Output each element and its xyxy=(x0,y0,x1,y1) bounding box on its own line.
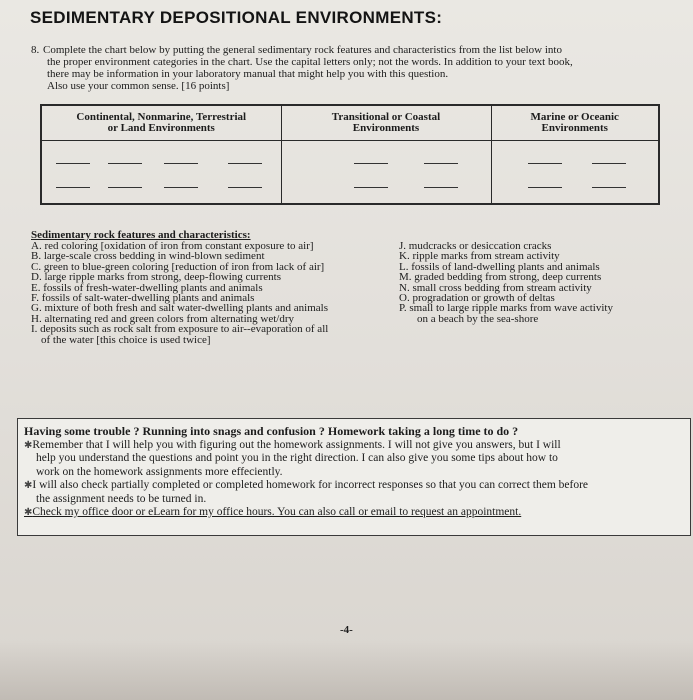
answer-blank[interactable] xyxy=(108,187,142,188)
feature-item: N. small cross bedding from stream activity xyxy=(399,281,592,294)
note-line: Remember that I will help you with figuring out the homework assignments. I will not give you answers, but I will xyxy=(32,438,561,451)
note-heading: Having some trouble ? Running into snags and confusion ? Homework taking a long time to do ? xyxy=(24,424,519,438)
answer-blank[interactable] xyxy=(592,163,626,164)
answer-blank[interactable] xyxy=(424,163,458,164)
header-line: Environments xyxy=(541,122,608,134)
feature-item: C. green to blue-green coloring [reduction of iron from lack of air] xyxy=(31,260,325,273)
photo-shadow xyxy=(0,640,693,700)
answer-blank[interactable] xyxy=(108,163,142,164)
header-line: Transitional or Coastal xyxy=(331,111,441,123)
feature-item: O. progradation or growth of deltas xyxy=(399,291,555,304)
feature-item: E. fossils of fresh-water-dwelling plants and animals xyxy=(31,281,263,294)
header-continental xyxy=(41,105,281,141)
feature-item: of the water [this choice is used twice] xyxy=(41,333,211,346)
features-list xyxy=(31,229,671,346)
feature-item: D. large ripple marks from strong, deep-flowing currents xyxy=(31,271,281,284)
asterisk-bullet-icon: ✱ xyxy=(24,480,33,491)
answer-blank[interactable] xyxy=(228,187,262,188)
header-line: Marine or Oceanic xyxy=(530,111,619,123)
note-line: Check my office door or eLearn for my office hours. You can also call or email to request an appointment. xyxy=(32,506,522,518)
asterisk-bullet-icon: ✱ xyxy=(24,439,33,451)
answer-cell-continental[interactable] xyxy=(41,141,281,205)
question-line: the proper environment categories in the chart. Use the capital letters only; not the words. In addition to your text book, xyxy=(47,56,573,68)
feature-item: B. large-scale cross bedding in wind-blown sediment xyxy=(31,250,265,263)
feature-item: K. ripple marks from stream activity xyxy=(399,250,560,263)
header-transitional xyxy=(281,105,491,141)
header-marine xyxy=(491,105,659,141)
answer-blank[interactable] xyxy=(354,187,388,188)
features-heading: Sedimentary rock features and characteristics: xyxy=(31,229,251,241)
question-8 xyxy=(31,44,661,92)
note-line: work on the homework assignments more effeciently. xyxy=(36,465,283,478)
feature-item: P. small to large ripple marks from wave activity xyxy=(399,302,613,315)
question-line: Also use your common sense. [16 points] xyxy=(47,80,230,92)
answer-blank[interactable] xyxy=(528,163,562,164)
page-number: -4- xyxy=(340,624,353,636)
question-line: there may be information in your laboratory manual that might help you with this question. xyxy=(47,68,449,80)
note-line: the assignment needs to be turned in. xyxy=(36,492,207,505)
answer-cell-transitional[interactable] xyxy=(281,141,491,205)
answer-blank[interactable] xyxy=(424,187,458,188)
feature-item: G. mixture of both fresh and salt water-dwelling plants and animals xyxy=(31,302,329,315)
asterisk-bullet-icon: ✱ xyxy=(24,507,33,518)
note-line: I will also check partially completed or completed homework for incorrect responses so that you can correct them before xyxy=(32,479,589,491)
answer-blank[interactable] xyxy=(228,163,262,164)
page-title: SEDIMENTARY DEPOSITIONAL ENVIRONMENTS: xyxy=(30,8,443,27)
feature-item: J. mudcracks or desiccation cracks xyxy=(399,240,552,252)
answer-blank[interactable] xyxy=(56,163,90,164)
header-line: Environments xyxy=(352,122,420,134)
feature-item: A. red coloring [oxidation of iron from constant exposure to air] xyxy=(31,240,314,252)
answer-blank[interactable] xyxy=(592,187,626,188)
header-line: Continental, Nonmarine, Terrestrial xyxy=(76,111,247,123)
answer-blank[interactable] xyxy=(164,163,198,164)
feature-item: H. alternating red and green colors from alternating wet/dry xyxy=(31,312,294,325)
note-line: help you understand the questions and point you in the right direction. I can also give you some tips about how to xyxy=(36,452,558,464)
environment-chart xyxy=(40,104,660,205)
feature-item: I. deposits such as rock salt from exposure to air--evaporation of all xyxy=(31,323,329,336)
features-left-column xyxy=(31,241,328,345)
question-number: 8. xyxy=(31,44,40,56)
question-line: Complete the chart below by putting the general sedimentary rock features and characteristics from the list below into xyxy=(43,44,562,56)
feature-item: F. fossils of salt-water-dwelling plants and animals xyxy=(31,291,255,304)
feature-item: L. fossils of land-dwelling plants and animals xyxy=(399,260,600,273)
answer-blank[interactable] xyxy=(354,163,388,164)
features-right-column xyxy=(399,241,613,324)
feature-item: on a beach by the sea-shore xyxy=(417,312,539,325)
feature-item: M. graded bedding from strong, deep currents xyxy=(399,271,602,284)
answer-blank[interactable] xyxy=(56,187,90,188)
answer-blank[interactable] xyxy=(164,187,198,188)
header-line: or Land Environments xyxy=(107,122,215,134)
help-note-box xyxy=(17,418,691,536)
answer-blank[interactable] xyxy=(528,187,562,188)
answer-cell-marine[interactable] xyxy=(491,141,659,205)
